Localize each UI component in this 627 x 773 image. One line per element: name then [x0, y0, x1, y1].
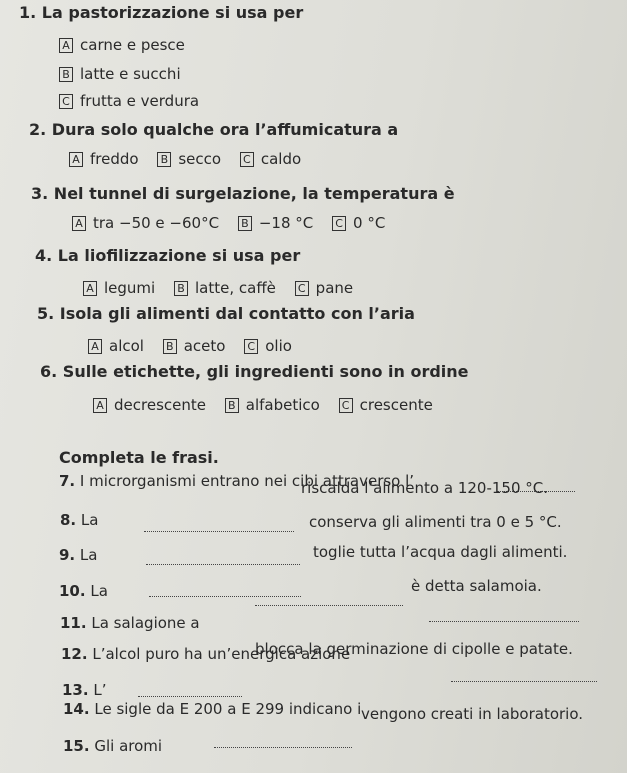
question-text: Isola gli alimenti dal contatto con l’aria	[59, 304, 415, 323]
options-4	[83, 279, 367, 297]
sentence-number: 10.	[59, 582, 86, 600]
option-5c[interactable]	[244, 337, 292, 355]
option-text: crescente	[359, 396, 433, 414]
question-text: Dura solo qualche ora l’affumicatura a	[51, 120, 399, 139]
sentence-text: La	[79, 546, 98, 564]
option-text: pane	[315, 279, 354, 297]
sentence-number: 7.	[59, 472, 76, 490]
option-text: 0 °C	[353, 214, 386, 232]
option-letter-box[interactable]: B	[59, 67, 73, 82]
sentence-9	[59, 546, 97, 564]
sentence-11-end: è detta salamoia.	[411, 577, 542, 595]
option-text: aceto	[183, 337, 226, 355]
answer-blank-9[interactable]	[146, 564, 300, 565]
question-number: 2.	[29, 120, 47, 139]
answer-blank-14[interactable]	[451, 681, 597, 682]
question-3	[31, 184, 455, 203]
option-letter-box[interactable]: A	[93, 398, 107, 413]
sentence-11	[60, 614, 200, 632]
option-6c[interactable]	[339, 396, 433, 414]
sentence-8-end: riscalda l’alimento a 120-150 °C.	[301, 479, 549, 497]
option-6a[interactable]	[93, 396, 206, 414]
sentence-text: Le sigle da E 200 a E 299 indicano i	[94, 700, 362, 718]
sentence-15-end: vengono creati in laboratorio.	[361, 705, 584, 723]
option-1a[interactable]	[59, 36, 185, 54]
option-letter-box[interactable]: A	[69, 152, 83, 167]
option-text: olio	[265, 337, 292, 355]
answer-blank-13[interactable]	[138, 696, 242, 697]
sentence-text: La	[80, 511, 99, 529]
sentence-10	[59, 582, 108, 600]
option-text: secco	[178, 150, 222, 168]
sentence-number: 15.	[63, 737, 90, 755]
option-letter-box[interactable]: A	[59, 38, 73, 53]
option-5b[interactable]	[163, 337, 226, 355]
option-text: frutta e verdura	[80, 92, 200, 110]
option-5a[interactable]	[88, 337, 144, 355]
option-2a[interactable]	[69, 150, 139, 168]
sentence-number: 8.	[60, 511, 77, 529]
option-letter-box[interactable]: B	[174, 281, 188, 296]
option-3a[interactable]	[72, 214, 219, 232]
option-letter-box[interactable]: C	[295, 281, 309, 296]
options-6	[93, 396, 447, 414]
option-letter-box[interactable]: B	[238, 216, 252, 231]
option-letter-box[interactable]: B	[163, 339, 177, 354]
sentence-13	[62, 681, 106, 699]
option-text: latte, caffè	[195, 279, 276, 297]
question-number: 3.	[31, 184, 49, 203]
question-5	[37, 304, 415, 323]
sentence-14	[63, 700, 361, 718]
sentence-text: L’alcol puro ha un’energica azione	[92, 645, 351, 663]
option-4c[interactable]	[295, 279, 353, 297]
sentence-text: La	[90, 582, 108, 600]
question-1	[19, 3, 303, 22]
option-text: latte e succhi	[80, 65, 181, 83]
option-letter-box[interactable]: C	[332, 216, 346, 231]
option-text: freddo	[90, 150, 139, 168]
option-text: alcol	[109, 337, 144, 355]
sentence-number: 12.	[61, 645, 88, 663]
answer-blank-12[interactable]	[429, 621, 579, 622]
question-4	[35, 246, 300, 265]
option-2c[interactable]	[240, 150, 301, 168]
sentence-15	[63, 737, 162, 755]
option-letter-box[interactable]: C	[244, 339, 258, 354]
option-letter-box[interactable]: A	[88, 339, 102, 354]
option-3b[interactable]	[238, 214, 313, 232]
question-text: Nel tunnel di surgelazione, la temperatura è	[53, 184, 455, 203]
options-5	[88, 337, 306, 355]
option-3c[interactable]	[332, 214, 385, 232]
question-text: La pastorizzazione si usa per	[41, 3, 304, 22]
sentence-9-end: conserva gli alimenti tra 0 e 5 °C.	[309, 513, 562, 531]
option-4a[interactable]	[83, 279, 155, 297]
sentence-13-end: blocca la germinazione di cipolle e patate.	[255, 640, 573, 658]
option-letter-box[interactable]: B	[225, 398, 239, 413]
answer-blank-10[interactable]	[149, 596, 301, 597]
option-letter-box[interactable]: C	[339, 398, 353, 413]
option-text: carne e pesce	[80, 36, 185, 54]
answer-blank-11[interactable]	[255, 605, 403, 606]
sentence-text: L’	[93, 681, 107, 699]
option-text: −18 °C	[258, 214, 314, 232]
question-number: 4.	[35, 246, 53, 265]
option-1c[interactable]	[59, 92, 199, 110]
option-4b[interactable]	[174, 279, 276, 297]
option-1b[interactable]	[59, 65, 181, 83]
sentence-number: 11.	[60, 614, 87, 632]
option-text: decrescente	[114, 396, 206, 414]
sentence-text: Gli aromi	[94, 737, 163, 755]
sentence-number: 9.	[59, 546, 76, 564]
option-letter-box[interactable]: C	[240, 152, 254, 167]
sentence-text: I microrganismi entrano nei cibi attraverso l’	[79, 472, 415, 490]
question-number: 5.	[37, 304, 55, 323]
option-text: caldo	[260, 150, 302, 168]
question-6	[40, 362, 469, 381]
option-text: legumi	[104, 279, 156, 297]
section-title: Completa le frasi.	[59, 448, 219, 467]
answer-blank-15[interactable]	[214, 747, 352, 748]
sentence-10-end: toglie tutta l’acqua dagli alimenti.	[313, 543, 568, 561]
sentence-number: 14.	[63, 700, 90, 718]
option-6b[interactable]	[225, 396, 320, 414]
question-number: 1.	[19, 3, 37, 22]
option-letter-box[interactable]: A	[72, 216, 86, 231]
option-letter-box[interactable]: A	[83, 281, 97, 296]
options-3	[72, 214, 399, 232]
question-text: Sulle etichette, gli ingredienti sono in ordine	[62, 362, 469, 381]
question-text: La liofilizzazione si usa per	[57, 246, 301, 265]
answer-blank-8[interactable]	[144, 531, 294, 532]
question-2	[29, 120, 398, 139]
sentence-number: 13.	[62, 681, 89, 699]
option-text: alfabetico	[245, 396, 320, 414]
question-number: 6.	[40, 362, 58, 381]
sentence-text: La salagione a	[91, 614, 200, 632]
option-letter-box[interactable]: C	[59, 94, 73, 109]
option-text: tra −50 e −60°C	[93, 214, 220, 232]
option-letter-box[interactable]: B	[157, 152, 171, 167]
sentence-8	[60, 511, 98, 529]
options-2	[69, 150, 315, 168]
option-2b[interactable]	[157, 150, 221, 168]
